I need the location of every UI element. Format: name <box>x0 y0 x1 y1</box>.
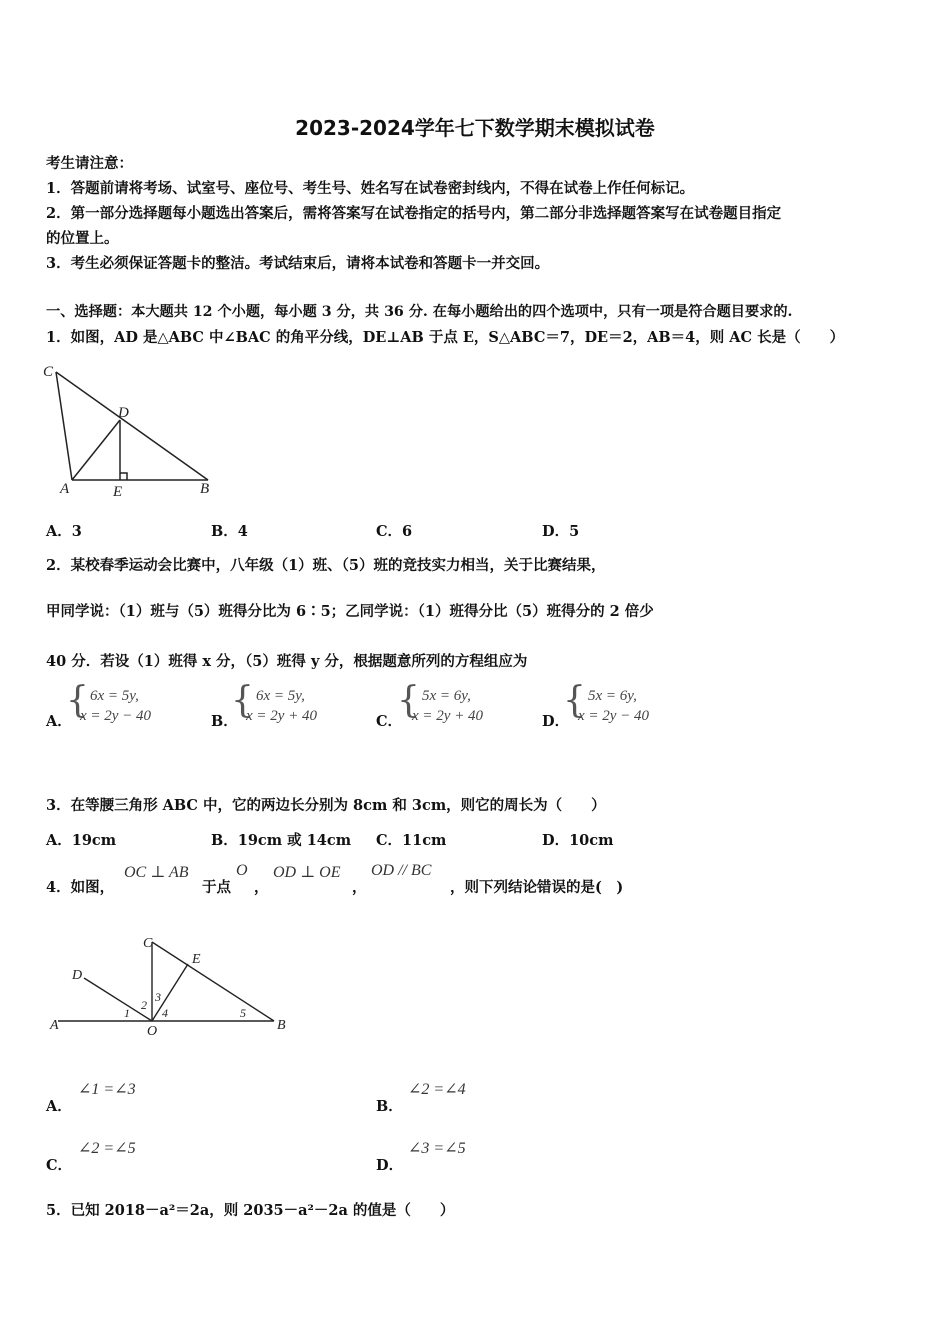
q5-stem: 5．已知 2018－a²＝2a，则 2035－a²－2a 的值是（ ） <box>46 1202 455 1219</box>
q4-option-a-expr: ∠1 =∠3 <box>78 1081 136 1098</box>
q4-option-b-expr: ∠2 =∠4 <box>408 1081 466 1098</box>
q1-label-b: B <box>200 481 210 497</box>
q2-option-a-label: A． <box>46 713 72 730</box>
notice-item-2: 2．第一部分选择题每小题选出答案后，需将答案写在试卷指定的括号内，第二部分非选择题答案写在试卷题目指定 <box>46 205 782 222</box>
q1-option-c[interactable]: C．6 <box>376 523 413 540</box>
q4-mid-1: 于点 <box>202 879 231 896</box>
q4-option-b-label: B． <box>376 1098 403 1115</box>
q2-option-b-label: B． <box>211 713 238 730</box>
q4-comma-2: ， <box>352 879 367 896</box>
q4-suffix: ，则下列结论错误的是( ) <box>450 879 624 896</box>
q4-cond-3: OD // BC <box>371 862 432 879</box>
q3-option-b[interactable]: B．19cm 或 14cm <box>211 832 352 849</box>
q4-label-b: B <box>277 1018 286 1033</box>
q3-option-c[interactable]: C．11cm <box>376 832 447 849</box>
q1-label-d: D <box>118 405 129 421</box>
q4-label-angle-4: 4 <box>162 1006 168 1020</box>
q1-label-c: C <box>43 364 54 380</box>
q2-line-2: 甲同学说：（1）班与（5）班得分比为 6∶5；乙同学说：（1）班得分比（5）班得分的 2 倍少 <box>46 603 654 620</box>
q2-line-1: 2．某校春季运动会比赛中，八年级（1）班、（5）班的竞技实力相当，关于比赛结果， <box>46 557 606 574</box>
q2-option-b-eq1: 6x = 5y, <box>256 688 305 704</box>
q3-option-d[interactable]: D．10cm <box>542 832 614 849</box>
q4-point-o: O <box>236 862 248 879</box>
q2-option-a-eq2: x = 2y − 40 <box>80 708 152 724</box>
q4-label-c: C <box>143 936 153 951</box>
q4-cond-2: OD ⊥ OE <box>273 864 341 881</box>
q2-option-a-brace: { <box>66 680 89 721</box>
q1-label-a: A <box>60 481 70 497</box>
q4-option-c-expr: ∠2 =∠5 <box>78 1140 136 1157</box>
q4-label-angle-5: 5 <box>240 1006 246 1020</box>
q1-option-a[interactable]: A．3 <box>46 523 82 540</box>
q4-option-d-expr: ∠3 =∠5 <box>408 1140 466 1157</box>
q1-label-e: E <box>113 484 123 500</box>
q4-label-a: A <box>50 1018 59 1033</box>
q1-triangle-figure <box>36 360 226 500</box>
q4-label-e: E <box>192 952 201 967</box>
q2-option-a-eq1: 6x = 5y, <box>90 688 139 704</box>
q2-option-d-brace: { <box>563 680 586 721</box>
q2-option-c-eq1: 5x = 6y, <box>422 688 471 704</box>
q3-option-a[interactable]: A．19cm <box>46 832 117 849</box>
q4-angle-figure <box>44 928 300 1040</box>
q2-option-c-eq2: x = 2y + 40 <box>412 708 484 724</box>
q3-stem: 3．在等腰三角形 ABC 中，它的两边长分别为 8cm 和 3cm，则它的周长为（ ） <box>46 797 606 814</box>
q2-option-b-eq2: x = 2y + 40 <box>246 708 318 724</box>
q1-option-d[interactable]: D．5 <box>542 523 580 540</box>
q4-option-c-label: C． <box>46 1157 73 1174</box>
notice-item-3: 3．考生必须保证答题卡的整洁。考试结束后，请将本试卷和答题卡一并交回。 <box>46 255 550 272</box>
q4-label-angle-1: 1 <box>124 1006 130 1020</box>
q2-option-d-label: D． <box>542 713 570 730</box>
q2-option-d-eq1: 5x = 6y, <box>588 688 637 704</box>
q2-line-3: 40 分．若设（1）班得 x 分，（5）班得 y 分，根据题意所列的方程组应为 <box>46 653 528 670</box>
notice-item-1: 1．答题前请将考场、试室号、座位号、考生号、姓名写在试卷密封线内，不得在试卷上作任何标记。 <box>46 180 695 197</box>
section-heading: 一、选择题：本大题共 12 个小题，每小题 3 分，共 36 分. 在每小题给出的四个选项中，只有一项是符合题目要求的. <box>46 304 793 320</box>
q4-label-d: D <box>72 968 83 983</box>
q4-label-o: O <box>147 1024 158 1039</box>
q2-option-c-label: C． <box>376 713 403 730</box>
q4-option-d-label: D． <box>376 1157 404 1174</box>
notice-item-2-cont: 的位置上。 <box>46 230 119 247</box>
notice-heading: 考生请注意： <box>46 155 133 172</box>
q4-option-a-label: A． <box>46 1098 72 1115</box>
q4-prefix: 4．如图， <box>46 879 115 896</box>
q1-option-b[interactable]: B．4 <box>211 523 248 540</box>
q4-comma-1: ， <box>254 879 269 896</box>
q1-stem: 1．如图，AD 是△ABC 中∠BAC 的角平分线，DE⊥AB 于点 E，S△ABC＝7，DE＝2，AB＝4，则 AC 长是（ ） <box>46 329 845 346</box>
q4-label-angle-2: 2 <box>141 998 147 1012</box>
q2-option-c-brace: { <box>397 680 420 721</box>
q4-label-angle-3: 3 <box>155 990 161 1004</box>
page-title: 2023-2024学年七下数学期末模拟试卷 <box>295 116 655 140</box>
q4-cond-1: OC ⊥ AB <box>124 864 189 881</box>
q2-option-d-eq2: x = 2y − 40 <box>578 708 650 724</box>
q2-option-b-brace: { <box>231 680 254 721</box>
